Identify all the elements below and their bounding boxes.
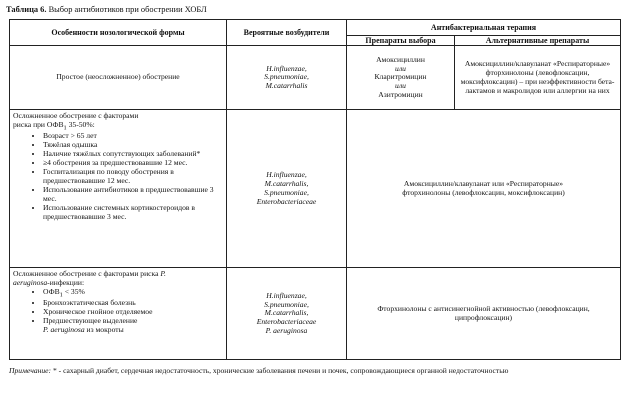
pathogen-item: H.influenzae, (266, 290, 307, 300)
list-item: • ≥4 обострения за предшествовавшие 12 мес. (43, 159, 223, 168)
pathogen-item: S.pneumoniae, (264, 72, 309, 82)
subscript: 1 (63, 124, 67, 132)
list-item (43, 317, 223, 335)
pathogen-item: M.catarrhalis (265, 81, 308, 91)
pathogen-item: M.catarrhalis, (264, 178, 309, 188)
list-item-text: ОФВ (43, 287, 60, 297)
pathogens-cell (227, 268, 347, 360)
list-item: • Госпитализация по поводу обострения в предшествовавшие 12 мес. (43, 168, 223, 186)
form-intro-line: Осложненное обострение с факторами (13, 111, 139, 121)
alt-cell: Амоксициллин/клавуланат «Респираторные» фторхинолоны (левофлоксацин, моксифлоксацин) – при неэффективности бета-лактамов и макролидов или аллергии на них (455, 46, 621, 110)
note-label: Примечание: (9, 366, 52, 375)
list-item: • Использование системных кортикостероидов в предшествовавшие 3 мес. (43, 204, 223, 222)
pathogen-item: H.influenzae, (266, 63, 307, 73)
table-row (10, 110, 621, 268)
form-intro (13, 112, 223, 132)
form-intro-line: Осложненное обострение с факторами риска (13, 269, 161, 279)
pathogen-item: H.influenzae, (266, 170, 307, 180)
table-caption (6, 5, 207, 15)
list-item: • Использование антибиотиков в предшествовавшие 3 мес. (43, 186, 223, 204)
therapy-cell (347, 268, 621, 360)
pathogens-cell (227, 46, 347, 110)
pathogen-item: Enterobacteriaceae (256, 196, 317, 206)
form-intro-line: -инфекции: (47, 278, 85, 288)
form-cell (10, 110, 227, 268)
header-therapy: Антибактериальная терапия (347, 20, 621, 36)
species-name: aeruginosa (13, 278, 48, 288)
list-item-text: Предшествующее выделение (43, 316, 138, 326)
list-item: • Возраст > 65 лет (43, 132, 223, 141)
therapy-text: Фторхинолоны с антисинегнойной активностью (левофлоксацин, ципрофлоксацин) (377, 303, 590, 322)
drug-item: Кларитромицин (374, 72, 427, 82)
list-item-text: < 35% (62, 287, 85, 297)
table-row (10, 268, 621, 360)
caption-text: Выбор антибиотиков при обострении ХОБЛ (48, 5, 207, 14)
header-choice: Препараты выбора (347, 36, 455, 46)
pathogen-item: Enterobacteriaceae (256, 317, 317, 327)
list-item: • Тяжёлая одышка (43, 141, 223, 150)
subscript: 1 (59, 291, 63, 299)
form-intro (13, 270, 223, 288)
form-intro-line: 35-50%: (66, 120, 95, 130)
form-cell: Простое (неосложненное) обострение (10, 46, 227, 110)
form-intro-line: риска при ОФВ (13, 120, 64, 130)
species-name: P. (160, 269, 166, 279)
list-item: • Наличие тяжёлых сопутствующих заболеваний* (43, 150, 223, 159)
header-row-top (10, 20, 621, 36)
table-row (10, 46, 621, 110)
form-cell (10, 268, 227, 360)
drug-item: Амоксициллин (376, 54, 425, 64)
caption-label: Таблица 6. (6, 5, 47, 14)
pathogen-item: M.catarrhalis, (264, 308, 309, 318)
table-note (9, 366, 619, 375)
list-item: • Бронхоэктатическая болезнь (43, 299, 223, 308)
header-form: Особенности нозологической формы (10, 20, 227, 46)
choice-cell (347, 46, 455, 110)
pathogen-item: S.pneumoniae, (264, 299, 309, 309)
pathogens-cell (227, 110, 347, 268)
pathogen-item: S.pneumoniae, (264, 187, 309, 197)
therapy-text: Амоксициллин/клавуланат или «Респираторные» фторхинолоны (левофлоксацин, моксифлоксацин) (402, 178, 565, 197)
list-item: • Хроническое гнойное отделяемое (43, 308, 223, 317)
drug-separator: или (395, 63, 406, 73)
list-item-text: из мокроты (84, 325, 124, 335)
drug-separator: или (395, 81, 406, 91)
pathogen-item: P. aeruginosa (265, 326, 308, 336)
species-name: P. aeruginosa (43, 325, 85, 335)
note-text: * - сахарный диабет, сердечная недостаточность, хронические заболевания печени и почек, сопровождающиеся органной недостаточностью (51, 366, 509, 375)
drug-item: Азитромицин (378, 90, 423, 100)
risk-factor-list (13, 288, 223, 335)
header-alt: Альтернативные препараты (455, 36, 621, 46)
risk-factor-list (13, 132, 223, 222)
antibiotics-table (9, 19, 621, 360)
header-pathogens: Вероятные возбудители (227, 20, 347, 46)
therapy-cell (347, 110, 621, 268)
